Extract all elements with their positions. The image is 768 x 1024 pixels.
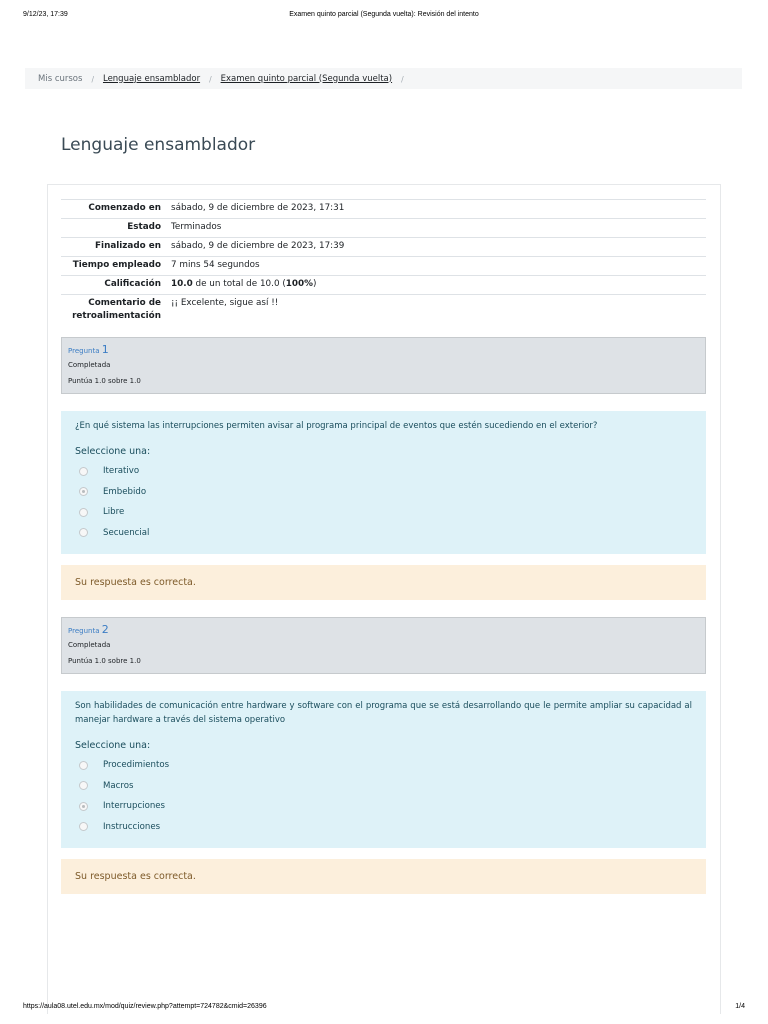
- answer-option[interactable]: [75, 776, 692, 797]
- print-url: https://aula08.utel.edu.mx/mod/quiz/review.php?attempt=724782&cmid=26396: [23, 1003, 267, 1010]
- question-state: Completada: [68, 361, 111, 369]
- question-number: [68, 344, 699, 357]
- grade-total-text: de un total de 10.0 (: [192, 279, 286, 289]
- print-page-number: 1/4: [735, 1003, 745, 1010]
- question-label: Pregunta: [68, 347, 100, 355]
- radio-button[interactable]: [79, 467, 88, 476]
- radio-button[interactable]: [79, 487, 88, 496]
- grade-close-paren: ): [312, 279, 317, 289]
- summary-label: Estado: [61, 219, 166, 238]
- summary-value: ¡¡ Excelente, sigue así !!: [166, 295, 706, 327]
- summary-value: [166, 276, 706, 295]
- answer-option-label: Secuencial: [103, 527, 150, 538]
- radio-button[interactable]: [79, 802, 88, 811]
- print-header: [0, 11, 768, 23]
- summary-value: Terminados: [166, 219, 706, 238]
- answer-option[interactable]: [75, 755, 692, 776]
- radio-button[interactable]: [79, 781, 88, 790]
- summary-row-grade: [61, 276, 706, 295]
- summary-value: sábado, 9 de diciembre de 2023, 17:39: [166, 238, 706, 257]
- breadcrumb-quiz-link[interactable]: Examen quinto parcial (Segunda vuelta): [220, 73, 393, 84]
- summary-row-time-taken: [61, 257, 706, 276]
- print-title: Examen quinto parcial (Segunda vuelta): Revisión del intento: [289, 11, 479, 18]
- summary-label: Tiempo empleado: [61, 257, 166, 276]
- breadcrumb-course-link[interactable]: Lenguaje ensamblador: [102, 73, 201, 84]
- summary-label: Finalizado en: [61, 238, 166, 257]
- summary-row-feedback: [61, 295, 706, 327]
- question-number-value: 1: [101, 343, 109, 356]
- answer-option[interactable]: [75, 461, 692, 482]
- answer-option-label: Macros: [103, 780, 134, 791]
- summary-label: Comenzado en: [61, 200, 166, 219]
- summary-value: 7 mins 54 segundos: [166, 257, 706, 276]
- question-text: ¿En qué sistema las interrupciones permiten avisar al programa principal de eventos que estén sucediendo en el exterior?: [75, 421, 598, 431]
- question-grade: Puntúa 1.0 sobre 1.0: [68, 657, 141, 665]
- summary-label: Calificación: [61, 276, 166, 295]
- answer-options: [75, 461, 692, 543]
- answer-option[interactable]: [75, 502, 692, 523]
- question-2-info: [61, 617, 706, 674]
- question-1-info: [61, 337, 706, 394]
- radio-button[interactable]: [79, 508, 88, 517]
- attempt-summary-table: [61, 199, 706, 326]
- radio-button[interactable]: [79, 822, 88, 831]
- answer-option[interactable]: [75, 796, 692, 817]
- question-label: Pregunta: [68, 627, 100, 635]
- answer-option-label: Embebido: [103, 486, 147, 497]
- summary-row-finished: [61, 238, 706, 257]
- breadcrumb-separator: /: [401, 75, 404, 84]
- answer-prompt: Seleccione una:: [75, 740, 151, 751]
- question-grade: Puntúa 1.0 sobre 1.0: [68, 377, 141, 385]
- question-number-value: 2: [101, 623, 109, 636]
- breadcrumb-separator: /: [91, 75, 94, 84]
- answer-option[interactable]: [75, 482, 692, 503]
- breadcrumb-mis-cursos[interactable]: Mis cursos: [38, 73, 83, 84]
- radio-button[interactable]: [79, 761, 88, 770]
- summary-row-started: [61, 200, 706, 219]
- grade-percent: 100%: [285, 279, 313, 289]
- breadcrumb: [25, 68, 742, 89]
- breadcrumb-separator: /: [209, 75, 212, 84]
- question-1-formulation: [61, 411, 706, 554]
- question-state: Completada: [68, 641, 111, 649]
- print-timestamp: 9/12/23, 17:39: [23, 11, 68, 18]
- question-text: Son habilidades de comunicación entre hardware y software con el programa que se está desarrollando que le permite ampliar su capacidad al manejar hardware a través del sistema operativo: [75, 701, 692, 725]
- grade-score: 10.0: [171, 279, 193, 289]
- answer-option-label: Iterativo: [103, 466, 140, 477]
- answer-prompt: Seleccione una:: [75, 446, 151, 457]
- summary-label: Comentario de retroalimentación: [61, 295, 166, 327]
- answer-option-label: Instrucciones: [103, 821, 161, 832]
- answer-option-label: Procedimientos: [103, 760, 170, 771]
- radio-button[interactable]: [79, 528, 88, 537]
- answer-option[interactable]: [75, 817, 692, 838]
- answer-option[interactable]: [75, 523, 692, 544]
- answer-options: [75, 755, 692, 837]
- page-title: Lenguaje ensamblador: [61, 135, 256, 155]
- question-2-formulation: [61, 691, 706, 848]
- answer-option-label: Libre: [103, 507, 125, 518]
- question-1-feedback: Su respuesta es correcta.: [61, 565, 706, 600]
- summary-value: sábado, 9 de diciembre de 2023, 17:31: [166, 200, 706, 219]
- summary-row-state: [61, 219, 706, 238]
- answer-option-label: Interrupciones: [103, 801, 166, 812]
- question-2-feedback: Su respuesta es correcta.: [61, 859, 706, 894]
- print-footer: [0, 1003, 768, 1015]
- question-number: [68, 624, 699, 637]
